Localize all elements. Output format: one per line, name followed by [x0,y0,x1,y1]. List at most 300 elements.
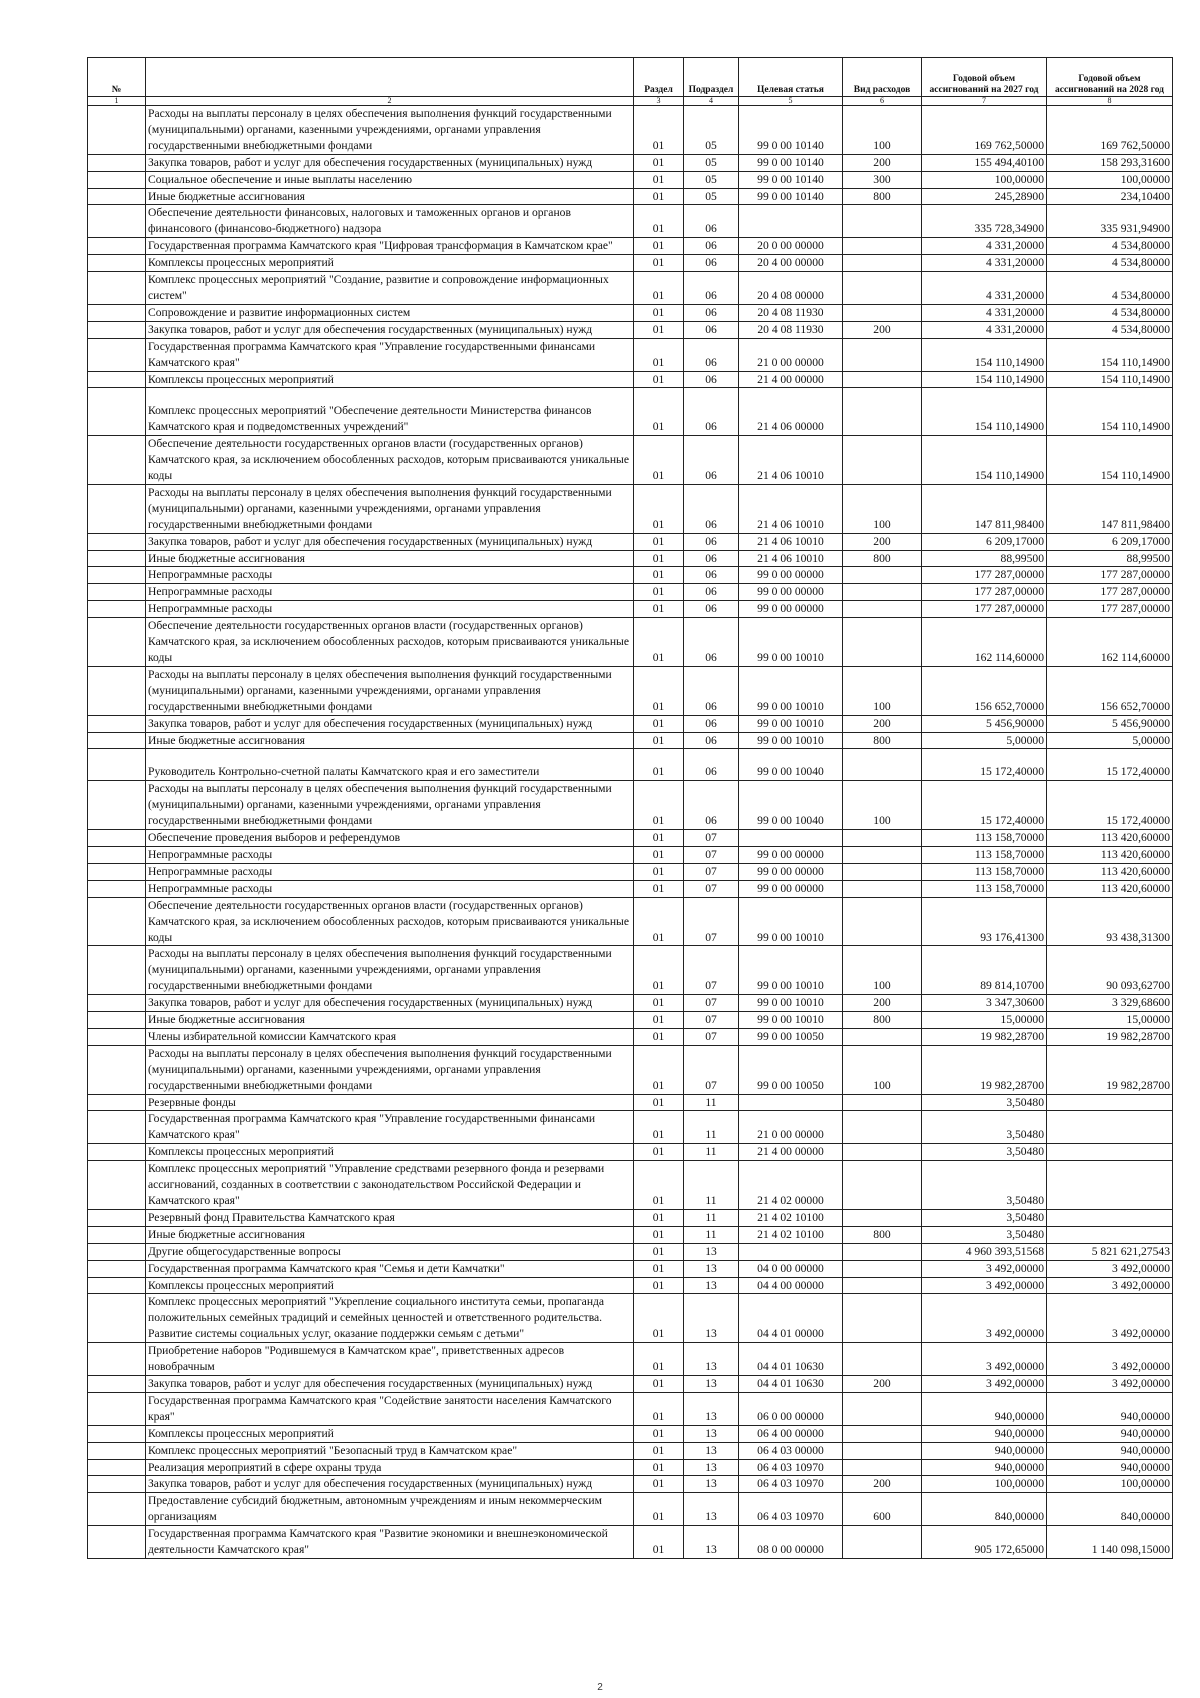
row-subsection-code: 13 [684,1392,739,1425]
row-number-cell [88,863,146,880]
table-row [88,1343,1173,1376]
row-amount-2028: 5 821 621,27543 [1047,1243,1173,1260]
row-amount-2027: 940,00000 [922,1459,1047,1476]
row-section-code: 01 [634,238,684,255]
row-target-article: 99 0 00 00000 [739,601,843,618]
row-amount-2028: 158 293,31600 [1047,154,1173,171]
row-target-article: 04 4 01 10630 [739,1343,843,1376]
row-amount-2028: 19 982,28700 [1047,1028,1173,1045]
row-expense-type: 200 [843,1375,922,1392]
row-amount-2028: 154 110,14900 [1047,388,1173,436]
row-amount-2027: 88,99500 [922,550,1047,567]
row-number-cell [88,550,146,567]
row-target-article: 06 4 03 00000 [739,1442,843,1459]
row-target-article: 99 0 00 10010 [739,666,843,715]
row-number-cell [88,1425,146,1442]
row-amount-2027: 100,00000 [922,1476,1047,1493]
row-expense-type [843,1277,922,1294]
row-subsection-code: 07 [684,995,739,1012]
row-expense-type [843,1209,922,1226]
row-section-code: 01 [634,1161,684,1210]
row-subsection-code: 07 [684,880,739,897]
row-number-cell [88,715,146,732]
row-amount-2028: 335 931,94900 [1047,205,1173,238]
row-amount-2028 [1047,1094,1173,1111]
row-amount-2027: 3 492,00000 [922,1375,1047,1392]
row-amount-2028: 4 534,80000 [1047,304,1173,321]
row-subsection-code: 11 [684,1226,739,1243]
row-section-code: 01 [634,863,684,880]
row-expense-type: 800 [843,1012,922,1029]
row-description: Обеспечение деятельности государственных органов власти (государственных органов) Камчатского края, за исключением обособленных расходов, которым присваиваются уникальные коды [146,618,634,667]
row-description: Комплекс процессных мероприятий "Управление средствами резервного фонда и резервами ассигнований, созданных в соответствии с законодательством Российской Федерации и Камчатского края" [146,1161,634,1210]
row-section-code: 01 [634,371,684,388]
row-amount-2027: 113 158,70000 [922,880,1047,897]
row-amount-2027: 5 456,90000 [922,715,1047,732]
row-amount-2028: 3 492,00000 [1047,1375,1173,1392]
row-target-article: 21 4 00 00000 [739,1144,843,1161]
row-expense-type [843,1526,922,1559]
table-row [88,1012,1173,1029]
table-row [88,601,1173,618]
row-description: Закупка товаров, работ и услуг для обеспечения государственных (муниципальных) нужд [146,533,634,550]
row-target-article: 99 0 00 10010 [739,995,843,1012]
row-section-code: 01 [634,1243,684,1260]
row-number-cell [88,1442,146,1459]
row-description: Иные бюджетные ассигнования [146,1012,634,1029]
row-description: Иные бюджетные ассигнования [146,188,634,205]
row-subsection-code: 07 [684,1012,739,1029]
row-description: Закупка товаров, работ и услуг для обеспечения государственных (муниципальных) нужд [146,995,634,1012]
table-row [88,484,1173,533]
row-number-cell [88,304,146,321]
row-expense-type [843,1442,922,1459]
row-description: Комплекс процессных мероприятий "Создание, развитие и сопровождение информационных систем" [146,272,634,305]
row-amount-2027: 89 814,10700 [922,946,1047,995]
table-row [88,1425,1173,1442]
row-subsection-code: 06 [684,749,739,781]
row-description: Иные бюджетные ассигнования [146,1226,634,1243]
row-number-cell [88,1392,146,1425]
row-expense-type: 200 [843,1476,922,1493]
row-expense-type: 100 [843,781,922,830]
header-amount-2027: Годовой объем ассигнований на 2027 год [922,58,1047,97]
row-section-code: 01 [634,436,684,485]
row-amount-2027: 154 110,14900 [922,371,1047,388]
row-amount-2028: 113 420,60000 [1047,880,1173,897]
row-subsection-code: 06 [684,533,739,550]
table-row [88,946,1173,995]
row-number-cell [88,321,146,338]
row-description: Непрограммные расходы [146,584,634,601]
budget-document [87,57,1172,1559]
row-amount-2027: 147 811,98400 [922,484,1047,533]
row-expense-type [843,830,922,847]
row-target-article: 06 4 00 00000 [739,1425,843,1442]
row-number-cell [88,1209,146,1226]
row-target-article: 99 0 00 10040 [739,749,843,781]
row-description: Обеспечение деятельности финансовых, налоговых и таможенных органов и органов финансового (финансово-бюджетного) надзора [146,205,634,238]
row-number-cell [88,533,146,550]
row-target-article [739,1094,843,1111]
row-expense-type: 800 [843,732,922,749]
row-amount-2027: 245,28900 [922,188,1047,205]
row-number-cell [88,106,146,155]
row-section-code: 01 [634,1260,684,1277]
row-subsection-code: 06 [684,715,739,732]
row-amount-2028: 113 420,60000 [1047,846,1173,863]
row-amount-2028: 3 492,00000 [1047,1260,1173,1277]
row-subsection-code: 07 [684,897,739,946]
table-row [88,1294,1173,1343]
row-expense-type [843,272,922,305]
row-description: Комплекс процессных мероприятий "Укрепление социального института семьи, пропаганда положительных семейных традиций и семейных ценностей и ответственного родительства. Развитие системы социальных услуг, оказание поддержки семьям с детьми" [146,1294,634,1343]
row-description: Государственная программа Камчатского края "Управление государственными финансами Камчатского края" [146,338,634,371]
row-target-article: 06 0 00 00000 [739,1392,843,1425]
row-expense-type [843,863,922,880]
row-number-cell [88,255,146,272]
row-description: Расходы на выплаты персоналу в целях обеспечения выполнения функций государственными (муниципальными) органами, казенными учреждениями, органами управления государственными внебюджетными фондами [146,1045,634,1094]
row-number-cell [88,238,146,255]
row-subsection-code: 06 [684,338,739,371]
row-section-code: 01 [634,666,684,715]
row-subsection-code: 05 [684,154,739,171]
row-number-cell [88,666,146,715]
row-subsection-code: 06 [684,321,739,338]
table-row [88,1476,1173,1493]
row-expense-type [843,255,922,272]
row-subsection-code: 06 [684,781,739,830]
row-expense-type [843,601,922,618]
row-amount-2027: 15 172,40000 [922,749,1047,781]
row-section-code: 01 [634,1442,684,1459]
column-number: 5 [739,97,843,106]
row-number-cell [88,188,146,205]
row-amount-2028: 19 982,28700 [1047,1045,1173,1094]
row-number-cell [88,272,146,305]
table-row [88,304,1173,321]
row-number-cell [88,1493,146,1526]
table-row [88,550,1173,567]
row-expense-type [843,567,922,584]
row-number-cell [88,1144,146,1161]
row-description: Предоставление субсидий бюджетным, автономным учреждениям и иным некоммерческим организациям [146,1493,634,1526]
row-target-article: 99 0 00 00000 [739,584,843,601]
row-description: Государственная программа Камчатского края "Цифровая трансформация в Камчатском крае" [146,238,634,255]
column-number: 3 [634,97,684,106]
row-subsection-code: 07 [684,830,739,847]
row-amount-2027: 3,50480 [922,1144,1047,1161]
table-row [88,1375,1173,1392]
row-target-article: 08 0 00 00000 [739,1526,843,1559]
table-row [88,371,1173,388]
column-number: 4 [684,97,739,106]
column-number: 2 [146,97,634,106]
row-target-article: 20 4 08 11930 [739,304,843,321]
row-subsection-code: 07 [684,846,739,863]
row-subsection-code: 13 [684,1442,739,1459]
row-amount-2027: 940,00000 [922,1442,1047,1459]
row-amount-2027: 169 762,50000 [922,106,1047,155]
row-subsection-code: 07 [684,1045,739,1094]
row-subsection-code: 06 [684,666,739,715]
row-description: Закупка товаров, работ и услуг для обеспечения государственных (муниципальных) нужд [146,715,634,732]
row-number-cell [88,1526,146,1559]
row-number-cell [88,1375,146,1392]
row-description: Расходы на выплаты персоналу в целях обеспечения выполнения функций государственными (муниципальными) органами, казенными учреждениями, органами управления государственными внебюджетными фондами [146,781,634,830]
table-row [88,1226,1173,1243]
row-subsection-code: 07 [684,1028,739,1045]
row-subsection-code: 11 [684,1144,739,1161]
row-target-article: 04 4 01 00000 [739,1294,843,1343]
row-amount-2027: 3 347,30600 [922,995,1047,1012]
row-expense-type [843,897,922,946]
row-section-code: 01 [634,1144,684,1161]
row-subsection-code: 06 [684,601,739,618]
row-subsection-code: 13 [684,1277,739,1294]
row-section-code: 01 [634,1493,684,1526]
row-expense-type [843,1260,922,1277]
table-row [88,1493,1173,1526]
row-expense-type: 200 [843,715,922,732]
row-section-code: 01 [634,1094,684,1111]
row-section-code: 01 [634,897,684,946]
row-target-article: 99 0 00 10010 [739,1012,843,1029]
row-number-cell [88,436,146,485]
row-number-cell [88,154,146,171]
row-amount-2027: 4 960 393,51568 [922,1243,1047,1260]
table-row [88,388,1173,436]
row-target-article: 99 0 00 10050 [739,1045,843,1094]
row-amount-2027: 6 209,17000 [922,533,1047,550]
row-amount-2027: 177 287,00000 [922,567,1047,584]
row-expense-type: 100 [843,1045,922,1094]
row-section-code: 01 [634,1277,684,1294]
row-section-code: 01 [634,601,684,618]
row-number-cell [88,1260,146,1277]
row-amount-2027: 177 287,00000 [922,601,1047,618]
row-amount-2028: 3 492,00000 [1047,1294,1173,1343]
row-amount-2028: 5 456,90000 [1047,715,1173,732]
row-description: Другие общегосударственные вопросы [146,1243,634,1260]
row-target-article: 99 0 00 10050 [739,1028,843,1045]
row-section-code: 01 [634,732,684,749]
table-row [88,1111,1173,1144]
row-amount-2028: 113 420,60000 [1047,830,1173,847]
table-body [88,106,1173,1559]
row-amount-2028: 15,00000 [1047,1012,1173,1029]
row-subsection-code: 05 [684,171,739,188]
row-amount-2028: 93 438,31300 [1047,897,1173,946]
row-amount-2027: 3 492,00000 [922,1343,1047,1376]
row-amount-2028 [1047,1111,1173,1144]
row-expense-type [843,1161,922,1210]
row-section-code: 01 [634,106,684,155]
row-section-code: 01 [634,995,684,1012]
row-subsection-code: 06 [684,618,739,667]
row-amount-2027: 3 492,00000 [922,1260,1047,1277]
row-description: Обеспечение деятельности государственных органов власти (государственных органов) Камчатского края, за исключением обособленных расходов, которым присваиваются уникальные коды [146,436,634,485]
row-number-cell [88,338,146,371]
table-row [88,1209,1173,1226]
row-section-code: 01 [634,1425,684,1442]
row-subsection-code: 13 [684,1526,739,1559]
column-number: 7 [922,97,1047,106]
row-subsection-code: 06 [684,272,739,305]
header-amount-2028: Годовой объем ассигнований на 2028 год [1047,58,1173,97]
row-target-article: 21 4 02 10100 [739,1226,843,1243]
row-amount-2027: 154 110,14900 [922,338,1047,371]
row-subsection-code: 06 [684,436,739,485]
row-number-cell [88,830,146,847]
row-subsection-code: 06 [684,388,739,436]
row-target-article: 21 4 02 10100 [739,1209,843,1226]
row-section-code: 01 [634,255,684,272]
row-number-cell [88,1028,146,1045]
column-number: 1 [88,97,146,106]
table-row [88,732,1173,749]
row-description: Закупка товаров, работ и услуг для обеспечения государственных (муниципальных) нужд [146,1375,634,1392]
row-section-code: 01 [634,1526,684,1559]
row-number-cell [88,567,146,584]
row-expense-type: 800 [843,550,922,567]
table-row [88,338,1173,371]
row-target-article: 20 0 00 00000 [739,238,843,255]
row-target-article: 04 0 00 00000 [739,1260,843,1277]
table-row [88,863,1173,880]
row-description: Непрограммные расходы [146,846,634,863]
row-subsection-code: 13 [684,1493,739,1526]
row-description: Непрограммные расходы [146,863,634,880]
row-subsection-code: 06 [684,238,739,255]
row-section-code: 01 [634,550,684,567]
row-expense-type: 800 [843,1226,922,1243]
header-section: Раздел [634,58,684,97]
row-amount-2027: 5,00000 [922,732,1047,749]
row-number-cell [88,846,146,863]
row-number-cell [88,618,146,667]
row-amount-2028: 940,00000 [1047,1459,1173,1476]
row-target-article: 21 4 00 00000 [739,371,843,388]
row-description: Непрограммные расходы [146,601,634,618]
row-amount-2028: 147 811,98400 [1047,484,1173,533]
row-amount-2028: 162 114,60000 [1047,618,1173,667]
row-section-code: 01 [634,846,684,863]
row-amount-2028: 1 140 098,15000 [1047,1526,1173,1559]
row-section-code: 01 [634,1028,684,1045]
row-amount-2027: 3,50480 [922,1226,1047,1243]
table-row [88,1442,1173,1459]
row-expense-type [843,338,922,371]
row-description: Комплекс процессных мероприятий "Обеспечение деятельности Министерства финансов Камчатского края и подведомственных учреждений" [146,388,634,436]
row-target-article: 20 4 08 00000 [739,272,843,305]
row-amount-2027: 113 158,70000 [922,863,1047,880]
row-target-article: 99 0 00 10010 [739,946,843,995]
row-description: Государственная программа Камчатского края "Управление государственными финансами Камчатского края" [146,1111,634,1144]
row-description: Комплексы процессных мероприятий [146,1144,634,1161]
row-amount-2028: 113 420,60000 [1047,863,1173,880]
budget-table [87,57,1173,1559]
row-number-cell [88,484,146,533]
row-number-cell [88,1243,146,1260]
row-target-article: 21 4 02 00000 [739,1161,843,1210]
row-subsection-code: 13 [684,1459,739,1476]
row-amount-2027: 154 110,14900 [922,388,1047,436]
row-description: Комплексы процессных мероприятий [146,255,634,272]
row-amount-2028: 15 172,40000 [1047,781,1173,830]
row-expense-type [843,1111,922,1144]
table-row [88,321,1173,338]
row-expense-type: 200 [843,321,922,338]
row-subsection-code: 13 [684,1425,739,1442]
row-amount-2028: 100,00000 [1047,171,1173,188]
row-section-code: 01 [634,830,684,847]
row-section-code: 01 [634,946,684,995]
row-amount-2028: 15 172,40000 [1047,749,1173,781]
row-expense-type: 200 [843,995,922,1012]
row-subsection-code: 07 [684,946,739,995]
row-amount-2028 [1047,1144,1173,1161]
row-number-cell [88,584,146,601]
row-target-article: 99 0 00 10010 [739,715,843,732]
row-subsection-code: 13 [684,1294,739,1343]
row-number-cell [88,880,146,897]
table-row [88,1260,1173,1277]
row-expense-type [843,436,922,485]
table-row [88,830,1173,847]
row-amount-2028: 177 287,00000 [1047,584,1173,601]
row-amount-2028: 169 762,50000 [1047,106,1173,155]
row-amount-2027: 905 172,65000 [922,1526,1047,1559]
table-row [88,1094,1173,1111]
row-description: Сопровождение и развитие информационных систем [146,304,634,321]
row-expense-type [843,238,922,255]
row-number-cell [88,1012,146,1029]
row-section-code: 01 [634,272,684,305]
row-amount-2028: 5,00000 [1047,732,1173,749]
row-amount-2027: 335 728,34900 [922,205,1047,238]
row-amount-2028: 3 329,68600 [1047,995,1173,1012]
row-amount-2027: 4 331,20000 [922,304,1047,321]
header-number: № [88,58,146,97]
row-number-cell [88,1277,146,1294]
row-target-article: 04 4 00 00000 [739,1277,843,1294]
table-row [88,666,1173,715]
row-amount-2027: 100,00000 [922,171,1047,188]
row-subsection-code: 05 [684,188,739,205]
row-subsection-code: 13 [684,1476,739,1493]
table-row [88,897,1173,946]
row-description: Обеспечение проведения выборов и референдумов [146,830,634,847]
row-target-article: 99 0 00 10140 [739,188,843,205]
row-subsection-code: 11 [684,1209,739,1226]
row-amount-2027: 4 331,20000 [922,321,1047,338]
row-description: Резервные фонды [146,1094,634,1111]
row-number-cell [88,897,146,946]
row-description: Комплексы процессных мероприятий [146,371,634,388]
row-section-code: 01 [634,880,684,897]
row-section-code: 01 [634,618,684,667]
column-number-row [88,97,1173,106]
row-expense-type: 100 [843,106,922,155]
table-row [88,188,1173,205]
row-number-cell [88,205,146,238]
row-section-code: 01 [634,1045,684,1094]
row-expense-type: 100 [843,666,922,715]
header-subsection: Подраздел [684,58,739,97]
row-section-code: 01 [634,1459,684,1476]
row-description: Члены избирательной комиссии Камчатского края [146,1028,634,1045]
